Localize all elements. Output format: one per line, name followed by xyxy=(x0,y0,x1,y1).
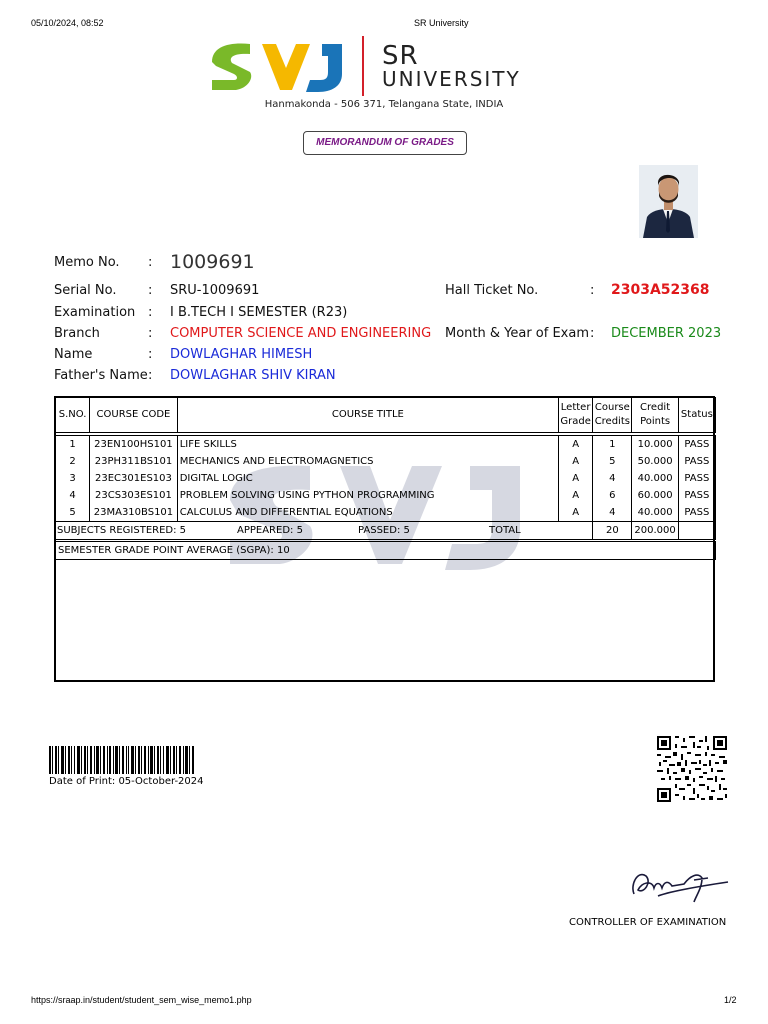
row-grade: A xyxy=(559,487,593,504)
controller-of-examination: CONTROLLER OF EXAMINATION xyxy=(569,917,727,928)
university-address: Hanmakonda - 506 371, Telangana State, INDIA xyxy=(264,99,504,110)
examination-label: Examination xyxy=(54,305,136,320)
total-points: 200.000 xyxy=(632,522,678,540)
logo-text xyxy=(382,43,521,89)
grades-header-row xyxy=(56,398,716,433)
summary-row xyxy=(56,522,716,540)
exam-month-colon: : xyxy=(590,326,595,341)
table-row xyxy=(56,504,716,522)
total-credits: 20 xyxy=(593,522,632,540)
row-course-code: 23MA310BS101 xyxy=(90,504,178,522)
col-course-title: COURSE TITLE xyxy=(177,398,558,433)
row-status: PASS xyxy=(678,453,715,470)
total-label: TOTAL xyxy=(489,525,521,536)
father-name-label: Father's Name xyxy=(54,368,148,383)
row-grade: A xyxy=(559,436,593,454)
row-grade: A xyxy=(559,453,593,470)
col-credit-points-l2: Points xyxy=(640,416,671,427)
row-course-title: CALCULUS AND DIFFERENTIAL EQUATIONS xyxy=(177,504,558,522)
row-sno: 2 xyxy=(56,453,90,470)
print-date: Date of Print: 05-October-2024 xyxy=(49,776,204,787)
subjects-registered: SUBJECTS REGISTERED: 5 xyxy=(57,525,187,536)
row-course-code: 23EN100HS101 xyxy=(90,436,178,454)
row-course-title: LIFE SKILLS xyxy=(177,436,558,454)
exam-month-label: Month & Year of Exam xyxy=(445,326,590,341)
col-course-credits xyxy=(593,398,632,433)
examination-value: I B.TECH I SEMESTER (R23) xyxy=(170,305,348,320)
row-points: 50.000 xyxy=(632,453,678,470)
col-credit-points-l1: Credit xyxy=(640,402,671,413)
logo-line2: UNIVERSITY xyxy=(382,67,521,91)
row-points: 40.000 xyxy=(632,470,678,487)
name-value: DOWLAGHAR HIMESH xyxy=(170,347,313,362)
col-course-credits-l1: Course xyxy=(594,402,630,413)
memo-title: MEMORANDUM OF GRADES xyxy=(303,131,467,155)
logo-divider xyxy=(362,36,364,96)
row-grade: A xyxy=(559,504,593,522)
row-status: PASS xyxy=(678,504,715,522)
row-course-code: 23CS303ES101 xyxy=(90,487,178,504)
print-datetime: 05/10/2024, 08:52 xyxy=(31,18,104,28)
table-row xyxy=(56,453,716,470)
row-credits: 1 xyxy=(593,436,632,454)
sgpa-text: SEMESTER GRADE POINT AVERAGE (SGPA): 10 xyxy=(56,542,716,560)
table-row xyxy=(56,487,716,504)
grades-table xyxy=(55,397,716,560)
row-credits: 4 xyxy=(593,504,632,522)
university-logo xyxy=(210,36,560,96)
row-course-title: PROBLEM SOLVING USING PYTHON PROGRAMMING xyxy=(177,487,558,504)
row-course-code: 23EC301ES103 xyxy=(90,470,178,487)
subjects-appeared: APPEARED: 5 xyxy=(237,525,303,536)
row-status: PASS xyxy=(678,487,715,504)
footer-url: https://sraap.in/student/student_sem_wise_memo1.php xyxy=(31,995,252,1005)
row-course-title: DIGITAL LOGIC xyxy=(177,470,558,487)
col-letter-grade xyxy=(559,398,593,433)
qr-code-icon xyxy=(657,736,727,802)
father-name-colon: : xyxy=(148,368,153,383)
sru-logo-mark-icon xyxy=(210,36,370,96)
logo-line1: SR xyxy=(382,41,419,71)
row-credits: 6 xyxy=(593,487,632,504)
table-row xyxy=(56,470,716,487)
father-name-value: DOWLAGHAR SHIV KIRAN xyxy=(170,368,336,383)
branch-value: COMPUTER SCIENCE AND ENGINEERING xyxy=(170,326,432,341)
hall-ticket-colon: : xyxy=(590,283,595,298)
row-points: 60.000 xyxy=(632,487,678,504)
row-sno: 1 xyxy=(56,436,90,454)
name-colon: : xyxy=(148,347,153,362)
row-course-title: MECHANICS AND ELECTROMAGNETICS xyxy=(177,453,558,470)
serial-no-value: SRU-1009691 xyxy=(170,283,260,298)
row-sno: 5 xyxy=(56,504,90,522)
print-page-title: SR University xyxy=(414,18,469,28)
row-grade: A xyxy=(559,470,593,487)
row-status: PASS xyxy=(678,436,715,454)
memo-no-label: Memo No. xyxy=(54,255,120,270)
col-letter-grade-l1: Letter xyxy=(560,402,591,413)
footer-page-number: 1/2 xyxy=(724,995,737,1005)
student-photo xyxy=(639,165,698,238)
memo-no-colon: : xyxy=(148,255,153,270)
subjects-passed: PASSED: 5 xyxy=(358,525,410,536)
col-course-credits-l2: Credits xyxy=(594,416,630,427)
name-label: Name xyxy=(54,347,93,362)
branch-label: Branch xyxy=(54,326,100,341)
col-status: Status xyxy=(678,398,715,433)
row-points: 10.000 xyxy=(632,436,678,454)
row-credits: 4 xyxy=(593,470,632,487)
sgpa-row xyxy=(56,542,716,560)
col-sno: S.NO. xyxy=(56,398,90,433)
col-course-code: COURSE CODE xyxy=(90,398,178,433)
row-sno: 3 xyxy=(56,470,90,487)
exam-month-value: DECEMBER 2023 xyxy=(611,326,722,341)
student-photo-image xyxy=(639,165,698,238)
table-row xyxy=(56,436,716,454)
examination-colon: : xyxy=(148,305,153,320)
barcode-icon xyxy=(49,746,194,774)
controller-signature-icon xyxy=(628,858,738,908)
col-letter-grade-l2: Grade xyxy=(560,416,591,427)
hall-ticket-label: Hall Ticket No. xyxy=(445,283,539,298)
row-status: PASS xyxy=(678,470,715,487)
row-sno: 4 xyxy=(56,487,90,504)
hall-ticket-value: 2303A52368 xyxy=(611,282,710,298)
branch-colon: : xyxy=(148,326,153,341)
serial-no-label: Serial No. xyxy=(54,283,117,298)
row-credits: 5 xyxy=(593,453,632,470)
row-points: 40.000 xyxy=(632,504,678,522)
col-credit-points xyxy=(632,398,678,433)
row-course-code: 23PH311BS101 xyxy=(90,453,178,470)
summary-counts xyxy=(56,522,559,540)
memo-no-value: 1009691 xyxy=(170,251,255,273)
serial-no-colon: : xyxy=(148,283,153,298)
